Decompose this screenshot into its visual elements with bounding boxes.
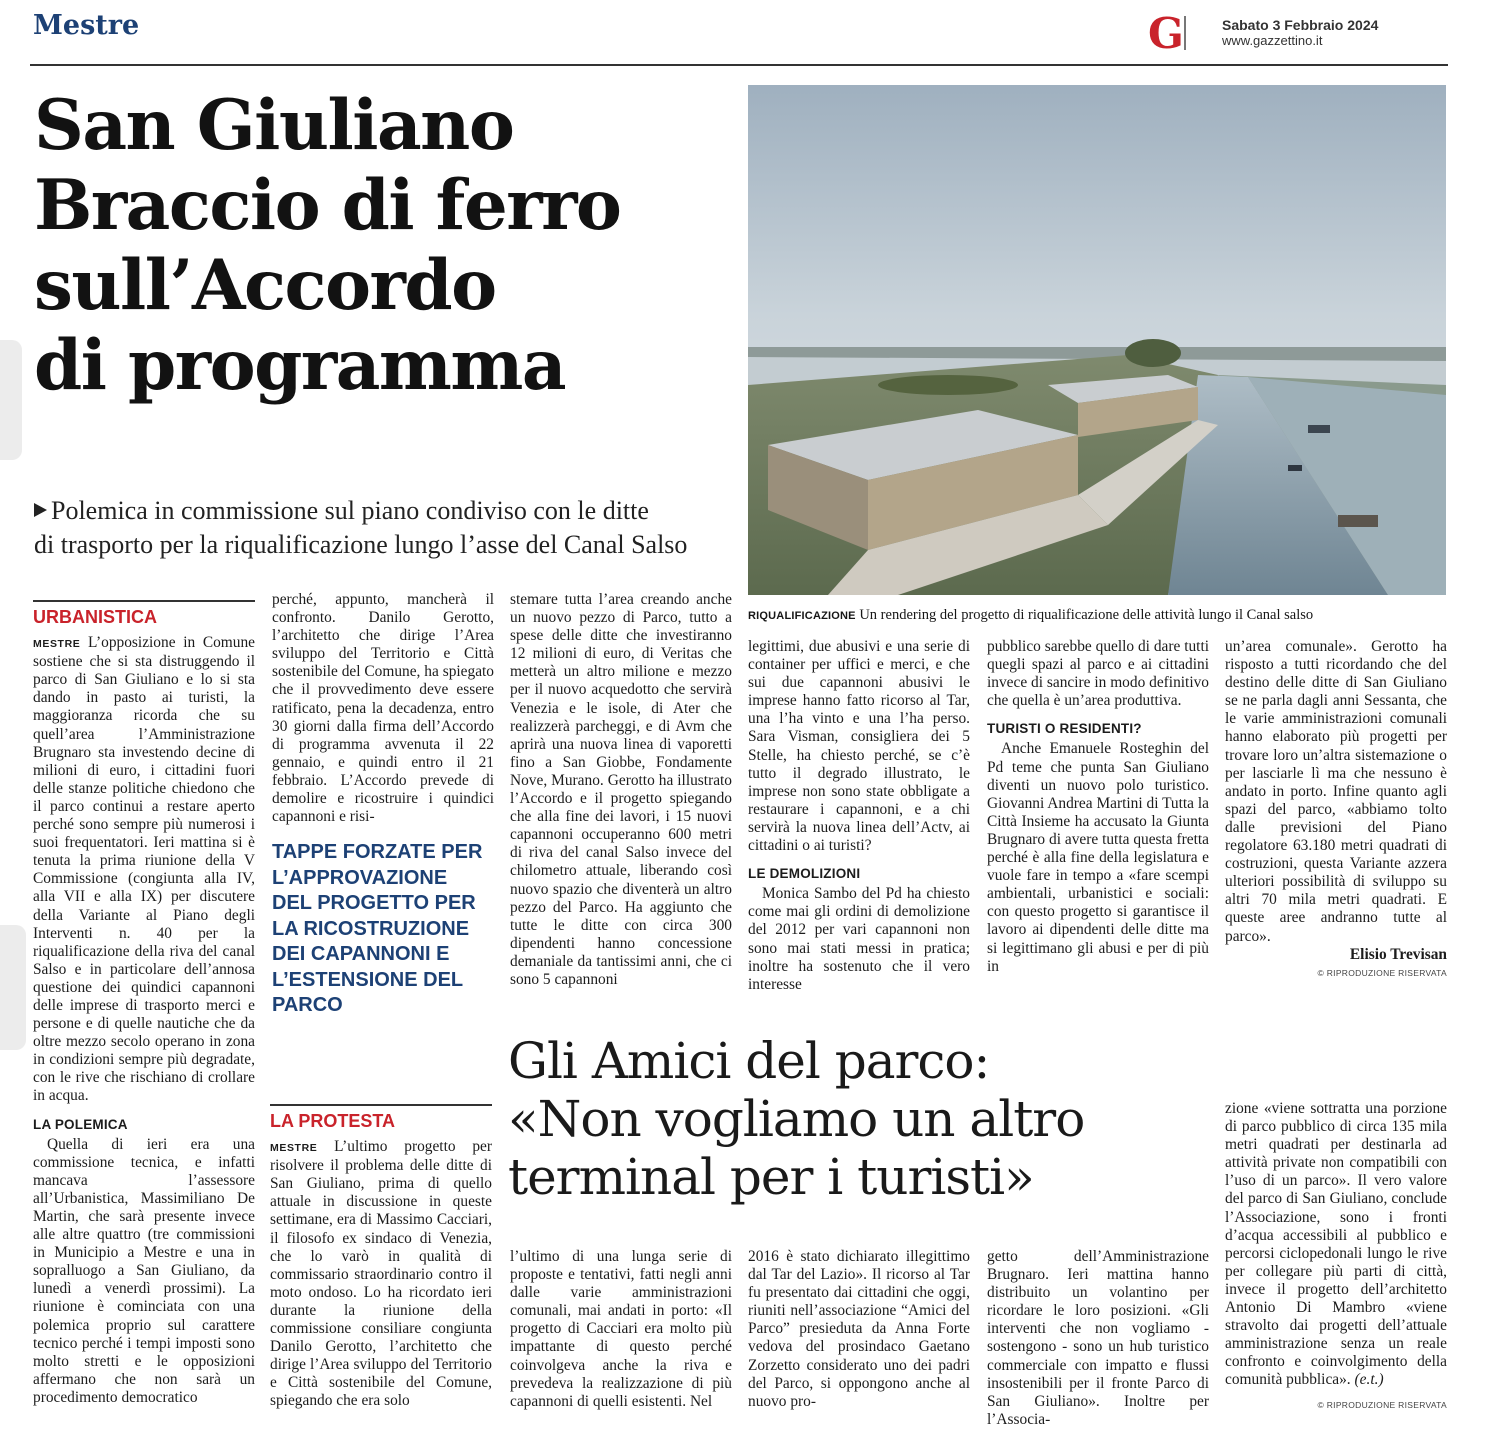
headline-line: «Non vogliamo un altro [508, 1090, 1085, 1148]
article-column-6 [1225, 638, 1447, 982]
photo-caption [748, 606, 1448, 625]
section-title: Mestre [33, 10, 140, 41]
page-edge-mark [0, 925, 26, 1050]
header-divider [30, 64, 1448, 66]
paragraph: perché, appunto, mancherà il confronto. Danilo Gerotto, l’architetto che dirige l’Area sviluppo del Territorio e Città sostenibile del Comune, ha spiegato che il provvedimento deve essere ratificato, pena la decadenza, entro 30 giorni dalla firma dell’Accordo di programma avvenuta il 22 gennaio, e quindi entro il 21 febbraio. L’Accordo prevede di demolire e ricostruire i quindici capannoni e risi- [272, 591, 494, 826]
pull-quote: TAPPE FORZATE PER L’APPROVAZIONE DEL PROGETTO PER LA RICOSTRUZIONE DEI CAPANNONI E L’ESTENSIONE DEL PARCO [272, 841, 483, 1016]
dateline-place: MESTRE [270, 1142, 318, 1155]
headline-line: sull’Accordo [34, 245, 496, 326]
second-article-column-3 [748, 1248, 970, 1411]
paragraph: legittimi, due abusivi e una serie di container per uffici e merci, e che sui due capannoni abusivi le imprese hanno fatto ricorso al Tar, una l’ha vinto e una l’ha perso. Sara Visman, consigliera dei 5 Stelle, ha chiesto perché, se c’è tutto il degrado illustrato, le imprese non sono state obbligate a restaurare i capannoni, e a chi servirà la nuova linea dell’Actv, ai cittadini o ai turisti? [748, 638, 970, 855]
paragraph: zione «viene sottratta una porzione di parco pubblico di circa 135 mila metri quadrati per destinarla ad attività private non compatibili con l’uso di un parco». Il vero valore del parco di San Giuliano, conclude l’Associazione, sono i fronti d’acqua accessibili al pubblico e percorsi ciclopedonali lungo le rive per collegare più parti di città, invece il progetto dell’architetto Antonio Di Mambro «viene stravolto dai progetti dell’attuale amministrazione senza un reale confronto e coinvolgimento della comunità pubblica». (e.t.) [1225, 1100, 1447, 1389]
headline-line: Braccio di ferro [34, 165, 621, 246]
article-column-4 [748, 638, 970, 994]
headline-line: Gli Amici del parco: [508, 1032, 990, 1090]
paragraph: pubblico sarebbe quello di dare tutti quegli spazi al parco e ai cittadini invece di sancire in modo definitivo che quella è un’area produttiva. [987, 638, 1209, 710]
paragraph: un’area comunale». Gerotto ha risposto a tutti ricordando che del destino delle ditte di San Giuliano se ne parla dagli anni Sessanta, che le varie amministrazioni comunali hanno elaborato più progetti per trovare loro un’altra sistemazione o per lasciarle lì ma che nessuno è andato in porto. Infine quanto agli spazi del parco, «abbiamo tolto dalle previsioni del Piano regolatore 63.180 metri quadrati di costruzioni, questa Variante azzera ulteriori possibilità di sviluppo su altri 70 mila metri quadrati. E queste aree andranno tutte al parco». [1225, 638, 1447, 945]
caption-text: Un rendering del progetto di riqualificazione delle attività lungo il Canal salso [859, 607, 1314, 623]
headline-line: di programma [34, 325, 566, 406]
headline-line: San Giuliano [34, 85, 514, 166]
paragraph: Monica Sambo del Pd ha chiesto come mai gli ordini di demolizione del 2012 per vari capannoni non sono mai stati messi in pratica; inoltre ha sostenuto che il vero interesse [748, 885, 970, 993]
second-article-column-1 [270, 1104, 492, 1411]
article-column-2 [272, 591, 494, 826]
gazzettino-logo-icon [1146, 12, 1188, 52]
paragraph-subtitle: TURISTI O RESIDENTI? [987, 721, 1142, 737]
paragraph: getto dell’Amministrazione Brugnaro. Ieri mattina hanno distribuito un volantino per ricordare le loro posizioni. «Gli interventi che non vogliamo - sostengono - sono un hub turistico commerciale con impatto e flussi insostenibili per il fronte Parco di San Giuliano». Inoltre per l’Associa- [987, 1248, 1209, 1428]
article-column-1 [33, 600, 255, 1407]
paragraph: Anche Emanuele Rosteghin del Pd teme che punta San Giuliano diventi un nuovo polo turistico. Giovanni Andrea Martini di Tutta la Città Insieme ha accusato la Giunta Brugnaro di avere tutta questa fretta perché è alla fine della legislatura e vuole fare in tempo a «fare scempi ambientali, urbanistici e sociali: con questo progetto si garantisce il lavoro ai dipendenti delle ditte ma si legittimano gli abusi e per di più in [987, 740, 1209, 975]
paragraph: MESTRE L’opposizione in Comune sostiene che si sta distruggendo il parco di San Giuliano e lo si sta dando in pasto ai turisti, la maggioranza ricorda che su quell’area l’Amministrazione Brugnaro sta investendo decine di milioni di euro, i cittadini fuori delle stanze politiche chiedono che il parco continui a restare aperto perché sono sempre più numerosi i suoi frequentatori. Ieri mattina si è tenuta la prima riunione della V Commissione (congiunta alla IV, alla VII e alla IX) per discutere della Variante al Piano degli Interventi n. 40 per la riqualificazione della riva del canal Salso e in particolare dell’annosa questione dei quindici capannoni delle imprese di trasporto merci e persone e di quelle nautiche che da oltre mezzo secolo operano in zona in condizioni sempre più degradate, con le rive che rischiano di crollare in acqua. [33, 634, 255, 1105]
svg-text:G: G [1148, 12, 1184, 52]
paragraph-subtitle: LA POLEMICA [33, 1116, 128, 1132]
main-headline [34, 86, 744, 406]
subhead-line: di trasporto per la riqualificazione lungo l’asse del Canal Salso [34, 530, 688, 559]
issue-date: Sabato 3 Febbraio 2024 [1222, 17, 1379, 33]
copyright-notice: © RIPRODUZIONE RISERVATA [1317, 967, 1447, 978]
caption-kicker: RIQUALIFICAZIONE [748, 610, 856, 622]
section-kicker: LA PROTESTA [270, 1104, 492, 1130]
author-initials: (e.t.) [1354, 1371, 1384, 1389]
second-headline [508, 1032, 1228, 1206]
paragraph-subtitle: LE DEMOLIZIONI [748, 866, 861, 882]
second-article-column-2 [510, 1248, 732, 1411]
website-link[interactable]: www.gazzettino.it [1222, 33, 1323, 48]
second-article-column-4 [987, 1248, 1209, 1429]
headline-line: terminal per i turisti» [508, 1148, 1034, 1206]
paragraph: l’ultimo di una lunga serie di proposte e tentativi, fatti negli anni dalle varie amministrazioni comunali, mai andati in porto: «Il progetto di Cacciari era molto più impattante di questo perché coinvolgeva anche la riva e prevedeva la realizzazione di più capannoni di quelli esistenti. Nel [510, 1248, 732, 1410]
dateline-place: MESTRE [33, 638, 81, 651]
article-column-5 [987, 638, 1209, 976]
article-column-3 [510, 591, 732, 989]
paragraph: Quella di ieri era una commissione tecnica, e infatti mancava l’assessore all’Urbanistica, Massimiliano De Martin, che sarà presente invece alle altre quattro (tre commissioni in Municipio a Mestre e una in sopralluogo a San Giuliano, da lunedì a venerdì prossimi). La riunione è cominciata con una polemica proprio sul carattere tecnico perché i tempi imposti sono molto stretti e le opposizioni affermano che non sarà un procedimento democratico [33, 1135, 255, 1406]
subhead-line: Polemica in commissione sul piano condiviso con le ditte [51, 496, 649, 525]
section-kicker: URBANISTICA [33, 600, 255, 626]
subheadline [34, 494, 744, 562]
canal-rendering-image [748, 85, 1446, 595]
page-edge-mark [0, 340, 22, 460]
author-signature: Elisio Trevisan [1349, 945, 1447, 963]
paragraph: stemare tutta l’area creando anche un nuovo pezzo di Parco, tutto a spese delle ditte che investiranno 12 milioni di euro, di Veritas che metterà un altro milione e mezzo per il nuovo acquedotto che servirà Venezia e le isole, di Ater che realizzerà parcheggi, e di Avm che aprirà una nuova linea di vaporetti fino a San Giobbe, Fondamente Nove, Murano. Gerotto ha illustrato l’Accordo e il progetto spiegando che alla fine dei lavori, i 15 nuovi capannoni occuperanno 600 metri di riva del canal Salso invece del chilometro attuale, liberando così nuovo spazio che diventerà un altro pezzo del Parco. Ha aggiunto che tutte le ditte con circa 300 dipendenti hanno concessione demaniale da tantissimi anni, che ci sono 5 capannoni [510, 591, 732, 988]
triangle-bullet-icon [34, 503, 47, 517]
paragraph: 2016 è stato dichiarato illegittimo dal Tar del Lazio». Il ricorso al Tar fu presentato dai cittadini che oggi, riuniti nell’associazione “Amici del Parco” presieduta da Anna Forte vedova del prosindaco Gaetano Zorzetto considerato uno dei padri del Parco, si oppongono anche al nuovo pro- [748, 1248, 970, 1410]
paragraph: MESTRE L’ultimo progetto per risolvere il problema delle ditte di San Giuliano, prima di quello attuale in discussione in queste settimane, era di Massimo Cacciari, il filosofo ex sindaco di Venezia, che lo varò in qualità di commissario straordinario contro il moto ondoso. Lo ha ricordato ieri durante la riunione della commissione consiliare congiunta Danilo Gerotto, l’architetto che dirige l’Area sviluppo del Territorio e Città sostenibile del Comune, spiegando che era solo [270, 1138, 492, 1410]
copyright-notice: © RIPRODUZIONE RISERVATA [1317, 1399, 1447, 1410]
second-article-column-5 [1225, 1100, 1447, 1414]
